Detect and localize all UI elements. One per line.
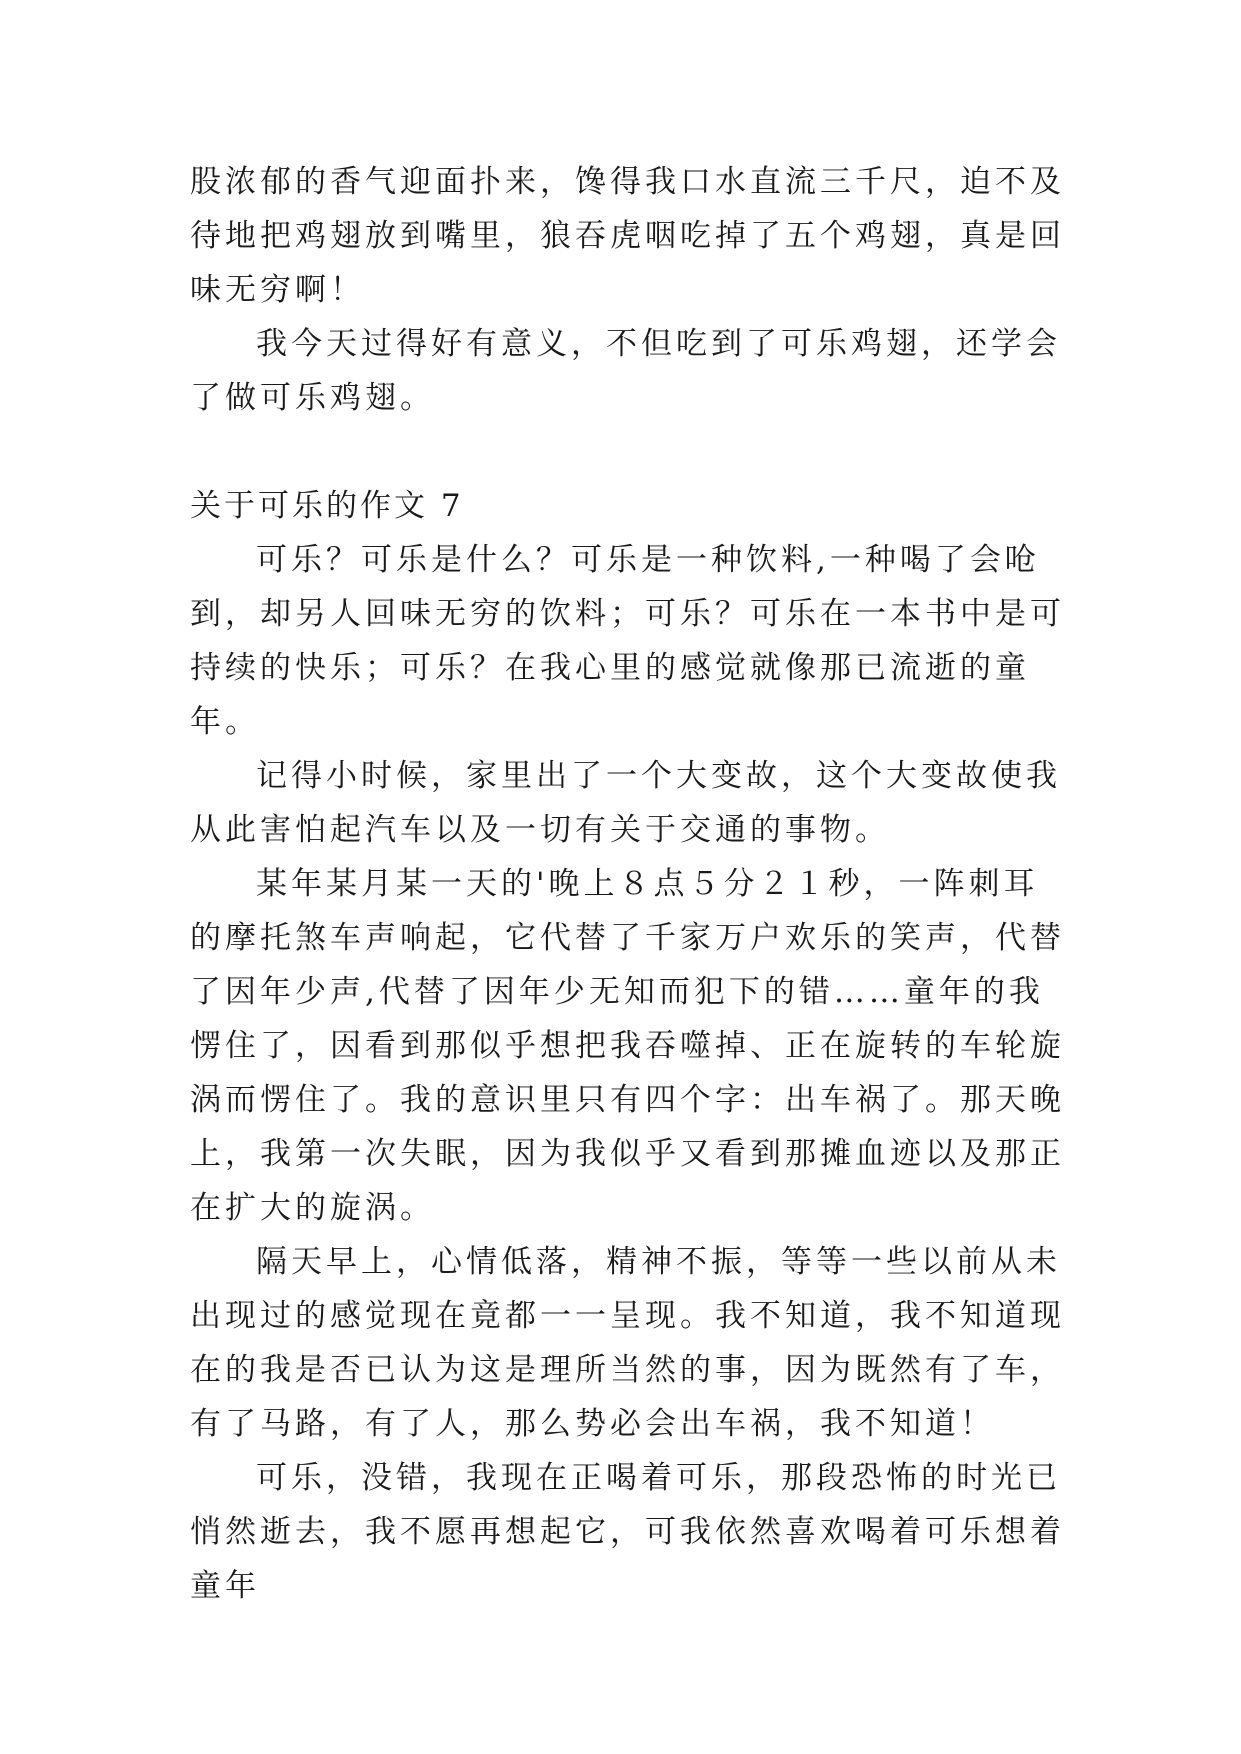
section-title: 关于可乐的作文 7 xyxy=(190,488,464,524)
paragraph-5: 某年某月某一天的'晚上８点５分２１秒，一阵刺耳的摩托煞车声响起，它代替了千家万户欢乐的笑声，代替了因年少声,代替了因年少无知而犯下的错……童年的我愣住了，因看到那似乎想把我吞噬掉、正在旋转的车轮旋涡而愣住了。我的意识里只有四个字：出车祸了。那天晚上，我第一次失眠，因为我似乎又看到那摊血迹以及那正在扩大的旋涡。 xyxy=(190,866,1065,1226)
paragraph-4: 记得小时候，家里出了一个大变故，这个大变故使我从此害怕起汽车以及一切有关于交通的事物。 xyxy=(190,758,1061,848)
paragraph-6: 隔天早上，心情低落，精神不振，等等一些以前从未出现过的感觉现在竟都一一呈现。我不知道，我不知道现在的我是否已认为这是理所当然的事，因为既然有了车，有了马路，有了人，那么势必会出车祸，我不知道！ xyxy=(190,1244,1065,1442)
document-body xyxy=(190,155,1070,1613)
section-gap xyxy=(190,425,1070,479)
paragraph-2: 我今天过得好有意义，不但吃到了可乐鸡翅，还学会了做可乐鸡翅。 xyxy=(190,326,1061,416)
paragraph-7: 可乐，没错，我现在正喝着可乐，那段恐怖的时光已悄然逝去，我不愿再想起它，可我依然喜欢喝着可乐想着童年 xyxy=(190,1460,1065,1604)
paragraph-1: 股浓郁的香气迎面扑来，馋得我口水直流三千尺，迫不及待地把鸡翅放到嘴里，狼吞虎咽吃掉了五个鸡翅，真是回味无穷啊！ xyxy=(190,164,1065,308)
paragraph-3: 可乐？可乐是什么？可乐是一种饮料,一种喝了会呛到，却另人回味无穷的饮料；可乐？可乐在一本书中是可持续的快乐；可乐？在我心里的感觉就像那已流逝的童年。 xyxy=(190,542,1065,740)
